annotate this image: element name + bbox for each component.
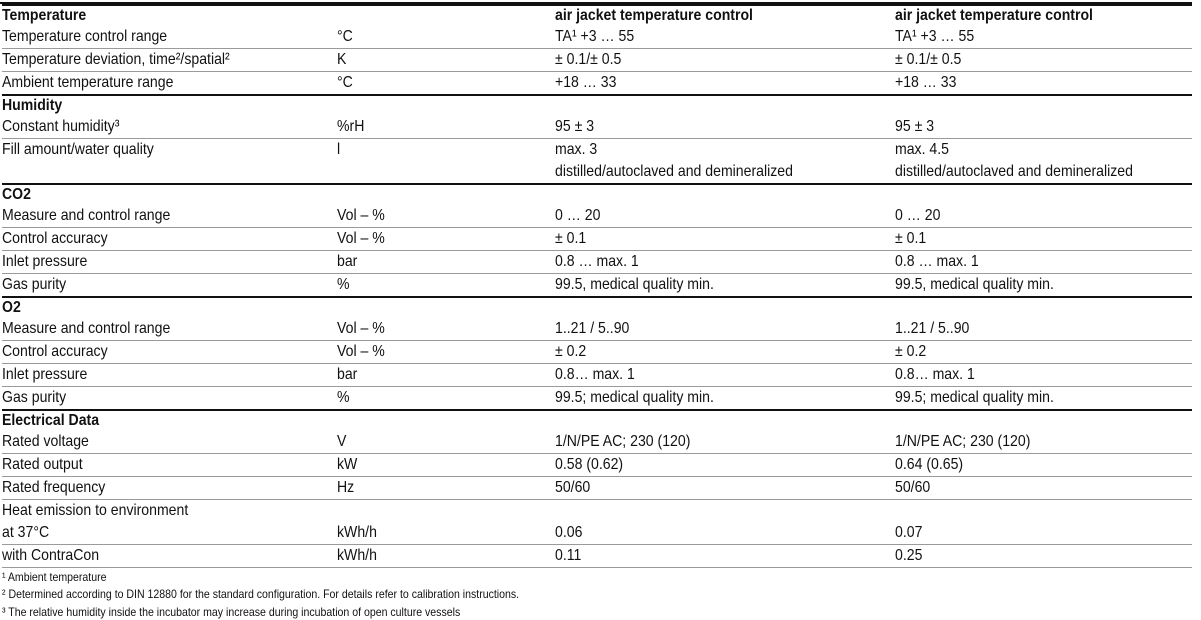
row-value-a	[555, 477, 895, 500]
table-row	[2, 116, 1192, 139]
table-row	[2, 72, 1192, 96]
row-value-b-text: 50/60	[895, 479, 931, 496]
section-header-row	[2, 5, 1192, 26]
row-value-b-text: TA¹ +3 … 55	[895, 28, 975, 45]
row-value-b-text: 0.8… max. 1	[895, 366, 975, 383]
row-label	[2, 431, 337, 454]
section-header-row	[2, 184, 1192, 205]
row-unit-text: Hz	[337, 479, 355, 496]
table-row	[2, 139, 1192, 162]
table-row-continuation	[2, 161, 1192, 184]
row-label-text: with ContraCon	[2, 547, 100, 564]
footnote	[2, 605, 523, 620]
section-title	[2, 297, 337, 318]
section-title-text: Electrical Data	[2, 412, 100, 429]
table-row	[2, 364, 1192, 387]
row-unit-text: Vol – %	[337, 230, 385, 247]
section-title-text: Temperature	[2, 7, 87, 24]
row-unit-text: kWh/h	[337, 547, 377, 564]
row-unit	[337, 454, 555, 477]
column-header-b	[895, 5, 1192, 26]
row-value-a	[555, 139, 895, 162]
row-value-b-text: 0.07	[895, 524, 923, 541]
section-spacer	[337, 297, 555, 318]
table-row	[2, 387, 1192, 411]
row-unit	[337, 116, 555, 139]
row-label-text: Rated frequency	[2, 479, 106, 496]
row-label	[2, 26, 337, 49]
row-unit	[337, 205, 555, 228]
row-label-text: Ambient temperature range	[2, 74, 174, 91]
row-unit-text: %	[337, 276, 350, 293]
row-unit-text: Vol – %	[337, 343, 385, 360]
row-label	[2, 545, 337, 568]
row-value-b-text: ± 0.1	[895, 230, 927, 247]
column-header-a-text: air jacket temperature control	[555, 7, 753, 24]
row-value-b-text: 0 … 20	[895, 207, 941, 224]
row-label	[2, 139, 337, 162]
row-value-a-text: ± 0.2	[555, 343, 587, 360]
row-label	[2, 251, 337, 274]
table-row	[2, 251, 1192, 274]
row-label-text: Gas purity	[2, 276, 67, 293]
row-value-b	[895, 49, 1192, 72]
row-unit-text: %	[337, 389, 350, 406]
row-unit-text: %rH	[337, 118, 365, 135]
row-label	[2, 116, 337, 139]
row-label	[2, 500, 337, 523]
row-unit	[337, 477, 555, 500]
section-header-row	[2, 95, 1192, 116]
row-value-a-text: 0 … 20	[555, 207, 601, 224]
row-label	[2, 364, 337, 387]
section-spacer	[337, 184, 555, 205]
row-label-text: Temperature control range	[2, 28, 168, 45]
row-label-text: Measure and control range	[2, 320, 171, 337]
row-value-a	[555, 364, 895, 387]
column-header-a	[555, 5, 895, 26]
row-label-text: Inlet pressure	[2, 366, 88, 383]
row-value-b-text: max. 4.5	[895, 141, 949, 158]
row-label-text: at 37°C	[2, 524, 50, 541]
row-label-text: Gas purity	[2, 389, 67, 406]
section-title	[2, 184, 337, 205]
row-value-b	[895, 72, 1192, 96]
section-spacer	[895, 95, 1192, 116]
section-spacer	[895, 410, 1192, 431]
row-value-a	[555, 387, 895, 411]
row-label-text: Inlet pressure	[2, 253, 88, 270]
row-value-a-text: 99.5, medical quality min.	[555, 276, 714, 293]
row-value-a-text: 0.11	[555, 547, 582, 564]
table-row	[2, 274, 1192, 298]
row-value-b	[895, 431, 1192, 454]
table-row	[2, 431, 1192, 454]
row-value-a-text: distilled/autoclaved and demineralized	[555, 163, 793, 180]
row-label	[2, 341, 337, 364]
row-label	[2, 72, 337, 96]
row-unit	[337, 341, 555, 364]
row-unit	[337, 161, 555, 184]
row-unit-text: V	[337, 433, 347, 450]
table-row	[2, 228, 1192, 251]
section-spacer	[895, 184, 1192, 205]
row-value-b	[895, 139, 1192, 162]
row-value-b-text: 0.8 … max. 1	[895, 253, 979, 270]
row-value-a-text: 0.58 (0.62)	[555, 456, 624, 473]
table-body	[2, 5, 1192, 568]
row-unit	[337, 72, 555, 96]
row-value-a-text: +18 … 33	[555, 74, 617, 91]
section-title	[2, 95, 337, 116]
row-value-a-text: TA¹ +3 … 55	[555, 28, 635, 45]
row-value-a	[555, 341, 895, 364]
table-row	[2, 545, 1192, 568]
table-row	[2, 454, 1192, 477]
row-label	[2, 454, 337, 477]
row-label-text: Heat emission to environment	[2, 502, 189, 519]
row-unit	[337, 545, 555, 568]
footnote	[2, 570, 121, 585]
row-value-b	[895, 500, 1192, 523]
row-value-a	[555, 251, 895, 274]
row-value-a	[555, 161, 895, 184]
row-value-b-text: 95 ± 3	[895, 118, 935, 135]
section-spacer	[555, 410, 895, 431]
row-value-a-text: 0.8 … max. 1	[555, 253, 639, 270]
row-unit	[337, 228, 555, 251]
row-value-a	[555, 522, 895, 545]
row-value-a	[555, 228, 895, 251]
footnote-text: ² Determined according to DIN 12880 for the standard configuration. For details refer to calibration instructions.	[2, 587, 520, 601]
row-unit	[337, 387, 555, 411]
table-row	[2, 477, 1192, 500]
row-value-a-text: 1/N/PE AC; 230 (120)	[555, 433, 691, 450]
row-unit	[337, 522, 555, 545]
row-value-a-text: ± 0.1	[555, 230, 587, 247]
row-unit	[337, 26, 555, 49]
row-unit	[337, 500, 555, 523]
row-label-text: Control accuracy	[2, 230, 108, 247]
row-value-b	[895, 477, 1192, 500]
row-value-b-text: +18 … 33	[895, 74, 957, 91]
row-value-b	[895, 228, 1192, 251]
column-header-b-text: air jacket temperature control	[895, 7, 1093, 24]
row-value-a-text: 99.5; medical quality min.	[555, 389, 714, 406]
row-value-b	[895, 318, 1192, 341]
row-unit	[337, 431, 555, 454]
row-unit	[337, 318, 555, 341]
row-value-a-text: 95 ± 3	[555, 118, 595, 135]
section-title-text: CO2	[2, 186, 31, 203]
row-value-b-text: ± 0.1/± 0.5	[895, 51, 962, 68]
row-label-text: Rated voltage	[2, 433, 89, 450]
row-label	[2, 318, 337, 341]
section-title-text: O2	[2, 299, 21, 316]
section-header-row	[2, 297, 1192, 318]
row-value-b-text: 99.5, medical quality min.	[895, 276, 1054, 293]
table-row	[2, 500, 1192, 523]
row-unit	[337, 49, 555, 72]
row-label	[2, 522, 337, 545]
row-value-b	[895, 454, 1192, 477]
section-spacer	[555, 184, 895, 205]
row-label	[2, 161, 337, 184]
row-value-a	[555, 72, 895, 96]
row-value-b	[895, 116, 1192, 139]
row-label	[2, 274, 337, 298]
row-value-b	[895, 251, 1192, 274]
row-label-text: Control accuracy	[2, 343, 108, 360]
row-value-a	[555, 454, 895, 477]
section-spacer	[895, 297, 1192, 318]
row-value-b-text: ± 0.2	[895, 343, 927, 360]
section-title	[2, 5, 337, 26]
row-unit	[337, 139, 555, 162]
row-label-text: Measure and control range	[2, 207, 171, 224]
row-value-b-text: 99.5; medical quality min.	[895, 389, 1054, 406]
row-label	[2, 228, 337, 251]
row-value-a-text: max. 3	[555, 141, 598, 158]
row-label-text: Fill amount/water quality	[2, 141, 154, 158]
row-label	[2, 205, 337, 228]
section-spacer	[337, 95, 555, 116]
row-value-b	[895, 364, 1192, 387]
row-value-b	[895, 341, 1192, 364]
section-spacer	[555, 95, 895, 116]
row-value-b-text: 1/N/PE AC; 230 (120)	[895, 433, 1031, 450]
row-value-a-text: 1..21 / 5..90	[555, 320, 630, 337]
row-value-a-text: 0.8… max. 1	[555, 366, 635, 383]
row-value-a	[555, 26, 895, 49]
row-value-b	[895, 274, 1192, 298]
footnote-text: ¹ Ambient temperature	[2, 570, 107, 584]
section-spacer	[555, 297, 895, 318]
row-unit	[337, 274, 555, 298]
row-unit	[337, 251, 555, 274]
row-value-b	[895, 387, 1192, 411]
row-value-a	[555, 431, 895, 454]
table-row	[2, 26, 1192, 49]
row-unit-text: l	[337, 141, 341, 158]
row-unit-text: Vol – %	[337, 320, 385, 337]
row-value-a	[555, 274, 895, 298]
technical-data-table	[2, 4, 1192, 568]
row-value-a-text: 0.06	[555, 524, 583, 541]
row-unit-text: kWh/h	[337, 524, 377, 541]
row-value-b	[895, 161, 1192, 184]
row-value-a	[555, 500, 895, 523]
row-value-b	[895, 522, 1192, 545]
row-label-text: Rated output	[2, 456, 83, 473]
row-value-a	[555, 205, 895, 228]
row-value-b	[895, 205, 1192, 228]
section-title	[2, 410, 337, 431]
footnote-text: ³ The relative humidity inside the incubator may increase during incubation of open culture vessels	[2, 605, 461, 619]
table-row	[2, 318, 1192, 341]
row-unit-text: kW	[337, 456, 358, 473]
row-label-text: Constant humidity³	[2, 118, 120, 135]
row-value-b-text: 0.25	[895, 547, 923, 564]
row-value-a	[555, 545, 895, 568]
row-value-a	[555, 49, 895, 72]
row-unit-text: °C	[337, 74, 353, 91]
section-header-row	[2, 410, 1192, 431]
row-unit	[337, 364, 555, 387]
table-row	[2, 522, 1192, 545]
row-value-a-text: 50/60	[555, 479, 591, 496]
footnote	[2, 587, 590, 602]
row-value-b-text: 1..21 / 5..90	[895, 320, 970, 337]
section-title-text: Humidity	[2, 97, 63, 114]
row-unit-text: K	[337, 51, 347, 68]
section-spacer	[337, 5, 555, 26]
row-label	[2, 49, 337, 72]
table-row	[2, 205, 1192, 228]
row-value-a-text: ± 0.1/± 0.5	[555, 51, 622, 68]
row-value-a	[555, 116, 895, 139]
row-value-b	[895, 26, 1192, 49]
row-unit-text: bar	[337, 253, 358, 270]
row-value-b-text: distilled/autoclaved and demineralized	[895, 163, 1133, 180]
row-unit-text: bar	[337, 366, 358, 383]
row-label	[2, 387, 337, 411]
row-value-b-text: 0.64 (0.65)	[895, 456, 964, 473]
row-unit-text: Vol – %	[337, 207, 385, 224]
row-value-b	[895, 545, 1192, 568]
table-row	[2, 49, 1192, 72]
section-spacer	[337, 410, 555, 431]
row-label	[2, 477, 337, 500]
row-label-text: Temperature deviation, time²/spatial²	[2, 51, 230, 68]
table-row	[2, 341, 1192, 364]
row-unit-text: °C	[337, 28, 353, 45]
row-value-a	[555, 318, 895, 341]
